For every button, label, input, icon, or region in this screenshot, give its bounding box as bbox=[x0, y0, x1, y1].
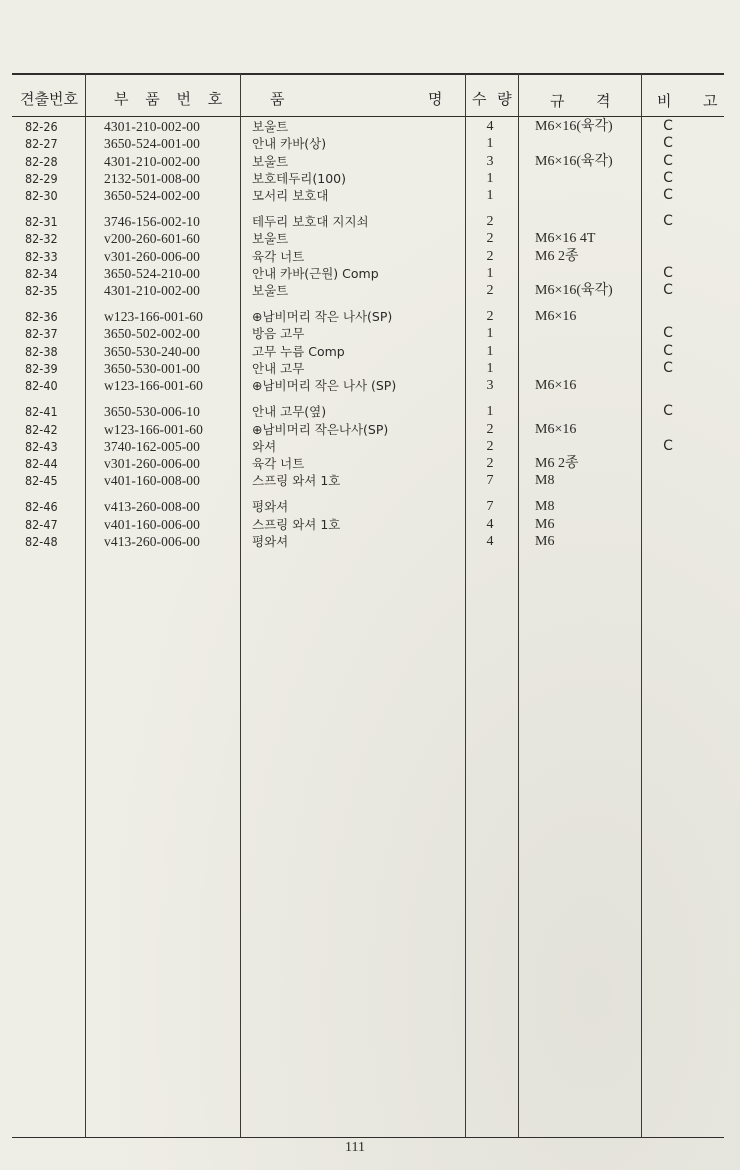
part-number: w123-166-001-60 bbox=[104, 309, 203, 325]
table-row bbox=[0, 421, 740, 438]
remark: C bbox=[663, 264, 673, 281]
part-name: 테두리 보호대 지지쇠 bbox=[252, 214, 369, 230]
row-number: 82-28 bbox=[25, 153, 58, 169]
quantity: 2 bbox=[486, 309, 494, 325]
remark: C bbox=[663, 437, 673, 454]
row-number: 82-45 bbox=[25, 473, 58, 489]
quantity: 7 bbox=[486, 473, 494, 489]
remark: C bbox=[663, 187, 673, 204]
quantity: 2 bbox=[486, 248, 494, 264]
quantity: 1 bbox=[486, 136, 494, 152]
table-row bbox=[0, 360, 740, 377]
part-number: 3650-502-002-00 bbox=[104, 326, 200, 342]
table-row bbox=[0, 135, 740, 152]
part-number: v401-160-006-00 bbox=[104, 516, 200, 532]
row-number: 82-31 bbox=[25, 214, 58, 230]
part-name: 안내 카바(근원) Comp bbox=[252, 265, 379, 281]
part-name: 스프링 와셔 1호 bbox=[252, 516, 341, 532]
specification: M6×16(육각) bbox=[535, 153, 613, 169]
row-number: 82-34 bbox=[25, 265, 58, 281]
part-number: v301-260-006-00 bbox=[104, 248, 200, 264]
part-number: v301-260-006-00 bbox=[104, 456, 200, 472]
specification: M6×16(육각) bbox=[535, 119, 613, 134]
quantity: 1 bbox=[486, 361, 494, 377]
part-name: ⊕남비머리 작은나사(SP) bbox=[252, 421, 389, 437]
part-number: v200-260-601-60 bbox=[104, 231, 200, 247]
quantity: 4 bbox=[486, 516, 494, 532]
row-number: 82-35 bbox=[25, 283, 58, 299]
header-note-right: 고 bbox=[703, 92, 718, 110]
remark: C bbox=[663, 169, 673, 186]
specification: M6 bbox=[535, 516, 555, 532]
part-number: 3746-156-002-10 bbox=[104, 214, 200, 230]
table-row bbox=[0, 516, 740, 533]
part-name: 육각 너트 bbox=[252, 456, 305, 472]
row-number: 82-29 bbox=[25, 170, 58, 186]
part-name: 스프링 와셔 1호 bbox=[252, 473, 341, 489]
part-number: 4301-210-002-00 bbox=[104, 283, 200, 299]
part-number: 2132-501-008-00 bbox=[104, 170, 200, 186]
table-row bbox=[0, 325, 740, 342]
quantity: 1 bbox=[486, 188, 494, 204]
part-number: w123-166-001-60 bbox=[104, 421, 203, 437]
specification: M6 2종 bbox=[535, 456, 579, 472]
part-name: ⊕남비머리 작은 나사(SP) bbox=[252, 309, 393, 325]
part-name: 보울트 bbox=[252, 283, 289, 299]
part-name: 보울트 bbox=[252, 119, 289, 134]
table-row bbox=[0, 187, 740, 204]
quantity: 1 bbox=[486, 265, 494, 281]
specification: M6×16 4T bbox=[535, 231, 596, 247]
header-name-right: 명 bbox=[428, 90, 443, 108]
remark: C bbox=[663, 213, 673, 230]
quantity: 3 bbox=[486, 378, 494, 394]
part-name: 보울트 bbox=[252, 231, 289, 247]
row-number: 82-39 bbox=[25, 361, 58, 377]
specification: M6 2종 bbox=[535, 248, 579, 264]
row-number: 82-32 bbox=[25, 231, 58, 247]
part-number: 3650-524-001-00 bbox=[104, 136, 200, 152]
part-number: 3650-524-002-00 bbox=[104, 188, 200, 204]
header-part-number: 부 품 번 호 bbox=[114, 90, 229, 108]
part-name: 평와셔 bbox=[252, 499, 289, 515]
bottom-rule bbox=[12, 1137, 724, 1138]
table-row bbox=[0, 343, 740, 360]
specification: M6×16 bbox=[535, 421, 577, 437]
part-name: 방음 고무 bbox=[252, 326, 305, 342]
row-number: 82-26 bbox=[25, 119, 58, 134]
quantity: 2 bbox=[486, 438, 494, 454]
part-name: 와셔 bbox=[252, 438, 277, 454]
table-row bbox=[0, 282, 740, 299]
row-number: 82-48 bbox=[25, 533, 58, 549]
part-number: 3650-524-210-00 bbox=[104, 265, 200, 281]
quantity: 4 bbox=[486, 119, 494, 134]
header-spec-left: 규 bbox=[550, 92, 565, 110]
part-name: 보호테두리(100) bbox=[252, 170, 346, 186]
header-rule bbox=[12, 116, 724, 117]
table-row bbox=[0, 377, 740, 394]
row-number: 82-42 bbox=[25, 421, 58, 437]
part-number: 3650-530-006-10 bbox=[104, 404, 200, 420]
page-number: 111 bbox=[345, 1140, 365, 1155]
part-number: 3650-530-001-00 bbox=[104, 361, 200, 377]
remark: C bbox=[663, 360, 673, 377]
parts-table-body bbox=[0, 118, 740, 550]
remark: C bbox=[663, 135, 673, 152]
row-number: 82-38 bbox=[25, 343, 58, 359]
top-rule bbox=[12, 73, 724, 75]
part-number: 3650-530-240-00 bbox=[104, 343, 200, 359]
header-spec-right: 격 bbox=[596, 92, 611, 110]
table-row bbox=[0, 265, 740, 282]
quantity: 2 bbox=[486, 283, 494, 299]
remark: C bbox=[663, 118, 673, 134]
remark: C bbox=[663, 403, 673, 420]
part-name: 고무 누름 Comp bbox=[252, 343, 345, 359]
table-row bbox=[0, 403, 740, 420]
quantity: 1 bbox=[486, 343, 494, 359]
specification: M6×16 bbox=[535, 309, 577, 325]
part-name: ⊕남비머리 작은 나사 (SP) bbox=[252, 378, 397, 394]
row-number: 82-41 bbox=[25, 404, 58, 420]
table-row bbox=[0, 438, 740, 455]
remark: C bbox=[663, 342, 673, 359]
quantity: 7 bbox=[486, 499, 494, 515]
part-number: w123-166-001-60 bbox=[104, 378, 203, 394]
quantity: 2 bbox=[486, 456, 494, 472]
table-row bbox=[0, 213, 740, 230]
specification: M6×16(육각) bbox=[535, 283, 613, 299]
quantity: 2 bbox=[486, 231, 494, 247]
quantity: 1 bbox=[486, 326, 494, 342]
header-no: 견출번호 bbox=[20, 90, 78, 108]
specification: M6 bbox=[535, 533, 555, 549]
part-name: 안내 고무(옆) bbox=[252, 404, 327, 420]
part-number: v413-260-006-00 bbox=[104, 533, 200, 549]
row-number: 82-30 bbox=[25, 188, 58, 204]
part-number: 4301-210-002-00 bbox=[104, 119, 200, 134]
part-number: 3740-162-005-00 bbox=[104, 438, 200, 454]
part-number: v413-260-008-00 bbox=[104, 499, 200, 515]
table-row bbox=[0, 498, 740, 515]
quantity: 1 bbox=[486, 170, 494, 186]
table-row bbox=[0, 472, 740, 489]
remark: C bbox=[663, 152, 673, 169]
table-row bbox=[0, 455, 740, 472]
remark: C bbox=[663, 282, 673, 299]
quantity: 2 bbox=[486, 421, 494, 437]
part-name: 평와셔 bbox=[252, 533, 289, 549]
specification: M8 bbox=[535, 473, 555, 489]
table-row bbox=[0, 230, 740, 247]
row-number: 82-44 bbox=[25, 456, 58, 472]
table-row bbox=[0, 248, 740, 265]
part-name: 안내 고무 bbox=[252, 361, 305, 377]
specification: M8 bbox=[535, 499, 555, 515]
row-number: 82-27 bbox=[25, 136, 58, 152]
quantity: 1 bbox=[486, 404, 494, 420]
row-number: 82-46 bbox=[25, 499, 58, 515]
quantity: 2 bbox=[486, 214, 494, 230]
header-note-left: 비 bbox=[657, 92, 672, 110]
part-name: 육각 너트 bbox=[252, 248, 305, 264]
row-number: 82-47 bbox=[25, 516, 58, 532]
header-quantity: 수 량 bbox=[472, 90, 515, 108]
table-row bbox=[0, 170, 740, 187]
table-row bbox=[0, 308, 740, 325]
part-number: v401-160-008-00 bbox=[104, 473, 200, 489]
part-name: 모서리 보호대 bbox=[252, 188, 329, 204]
row-number: 82-43 bbox=[25, 438, 58, 454]
row-number: 82-33 bbox=[25, 248, 58, 264]
table-row bbox=[0, 153, 740, 170]
part-number: 4301-210-002-00 bbox=[104, 153, 200, 169]
quantity: 4 bbox=[486, 533, 494, 549]
part-name: 안내 카바(상) bbox=[252, 136, 327, 152]
row-number: 82-37 bbox=[25, 326, 58, 342]
table-row bbox=[0, 118, 740, 135]
row-number: 82-36 bbox=[25, 309, 58, 325]
header-name-left: 품 bbox=[270, 90, 285, 108]
quantity: 3 bbox=[486, 153, 494, 169]
table-row bbox=[0, 533, 740, 550]
remark: C bbox=[663, 325, 673, 342]
row-number: 82-40 bbox=[25, 378, 58, 394]
specification: M6×16 bbox=[535, 378, 577, 394]
part-name: 보울트 bbox=[252, 153, 289, 169]
